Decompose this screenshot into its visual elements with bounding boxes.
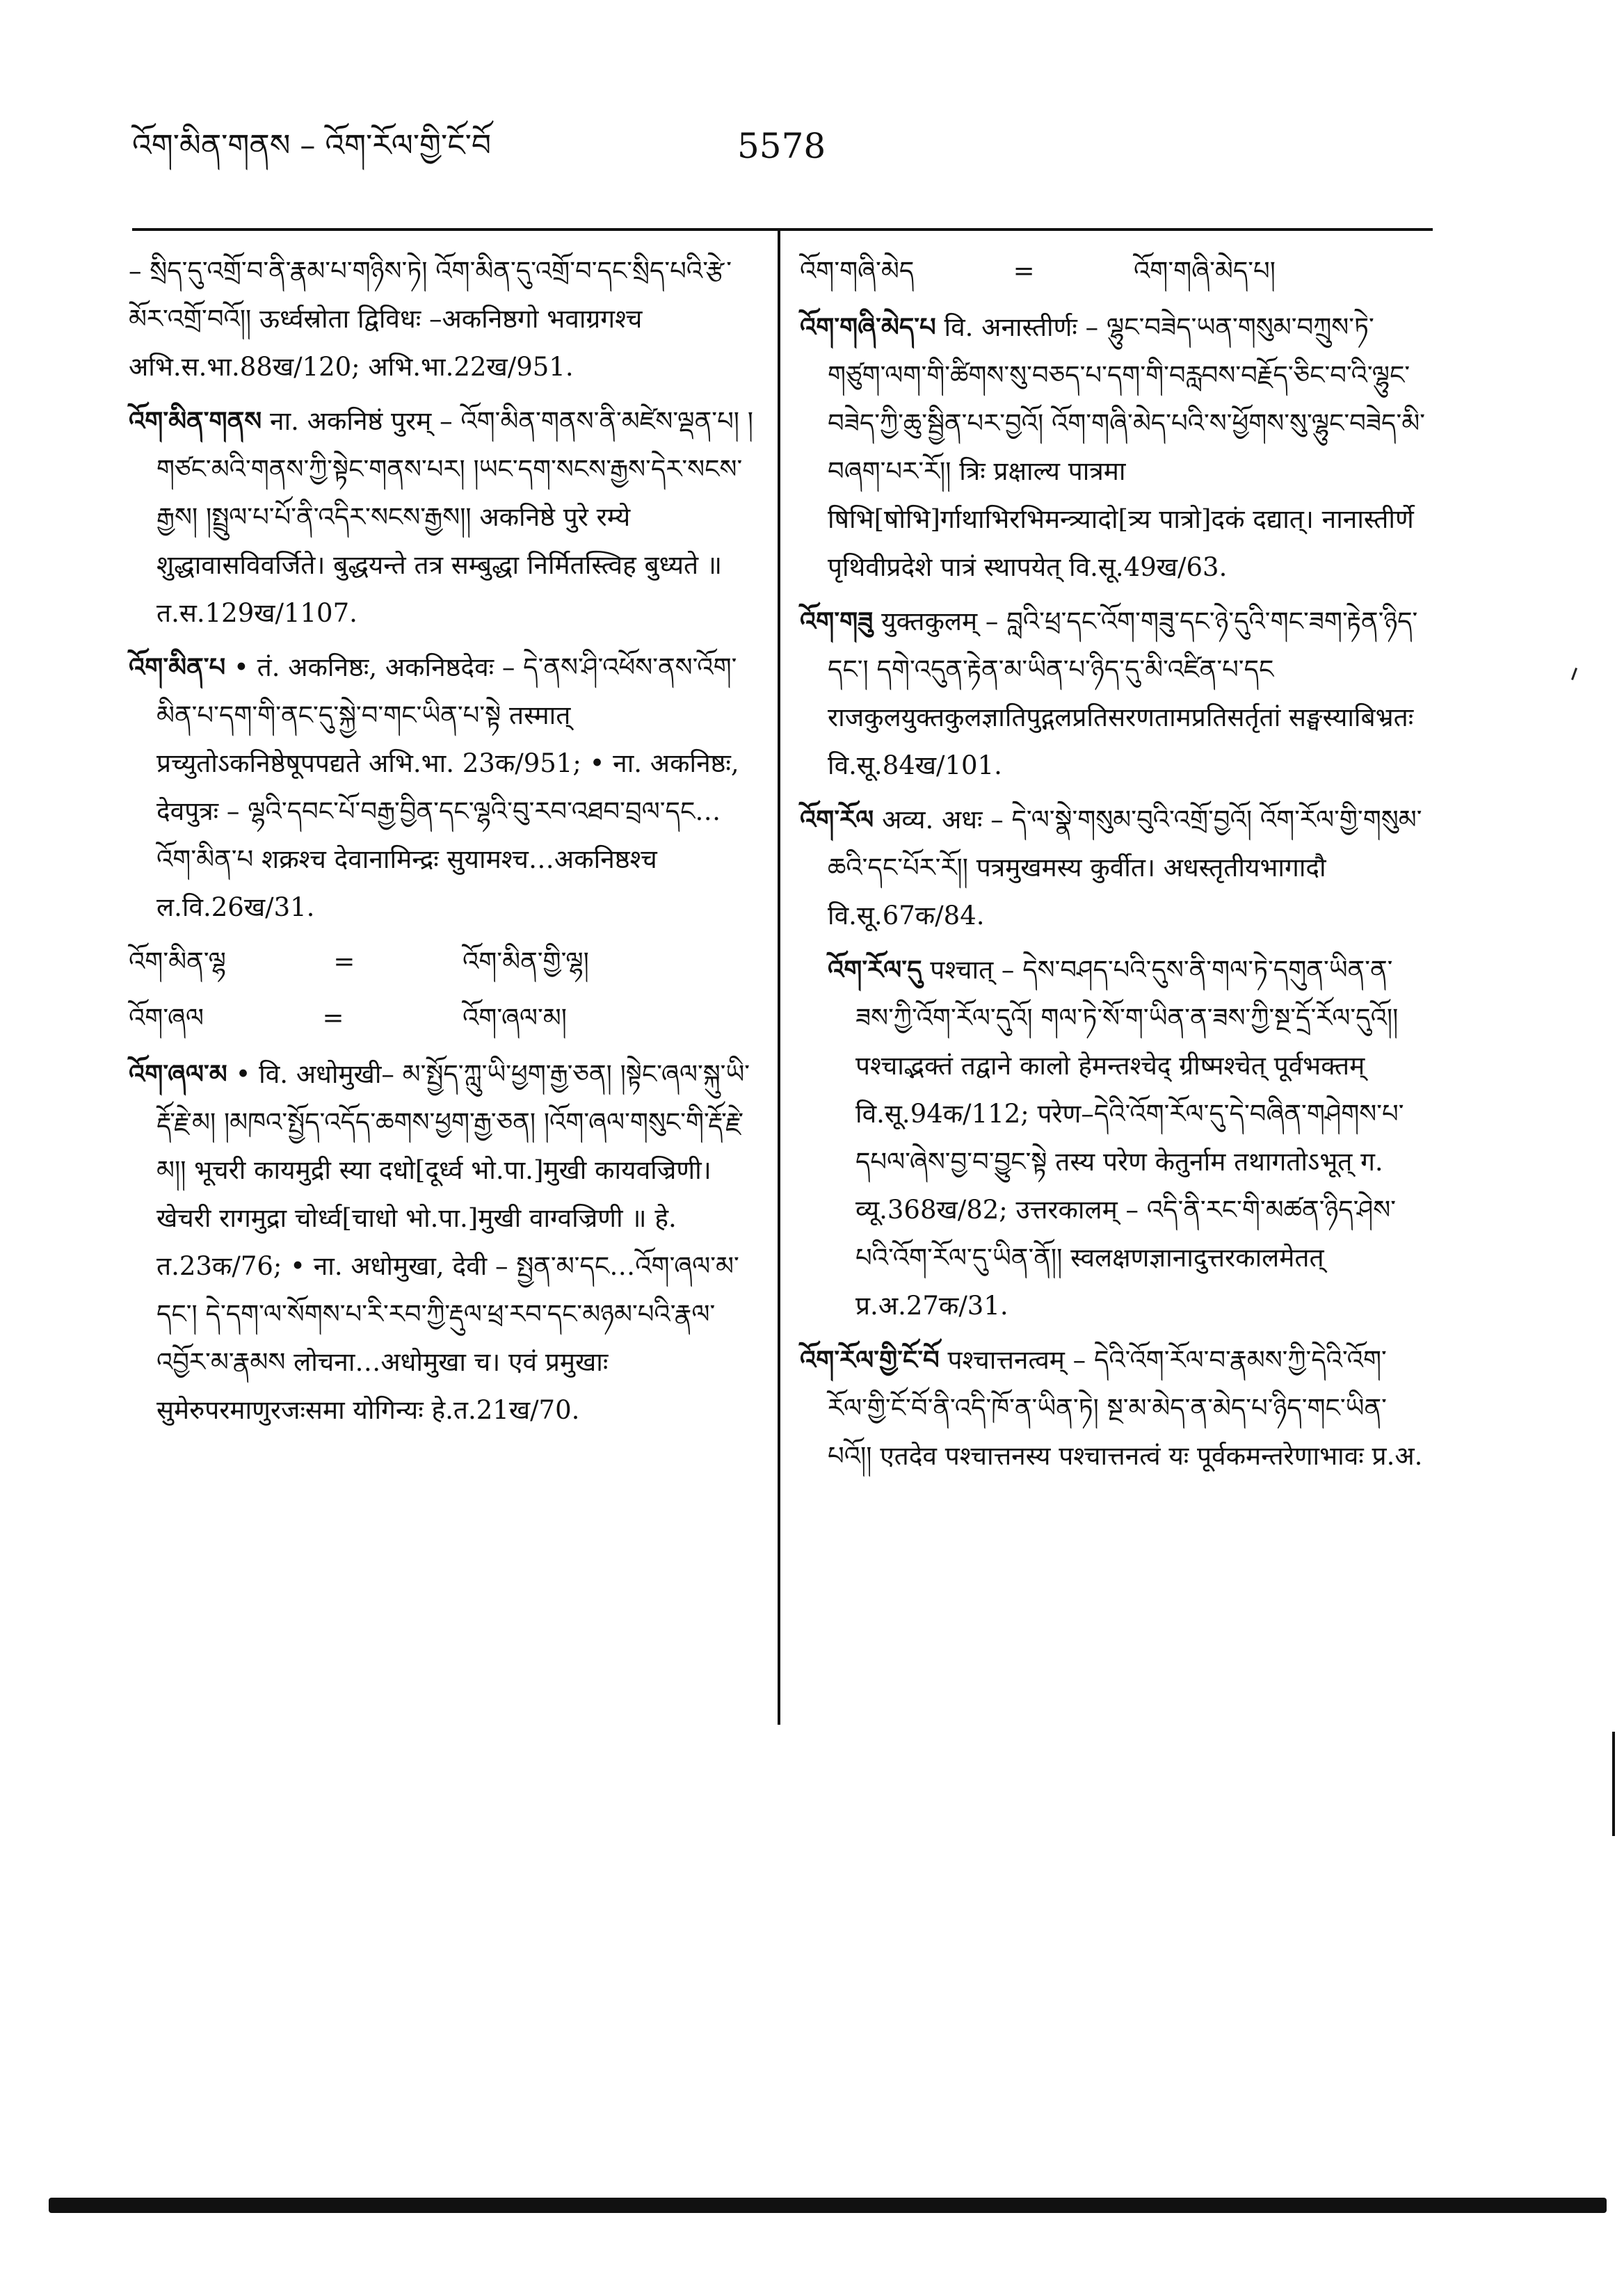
- entry-text: पश्चात्तनत्वम् – དེའི་འོག་རོལ་བ་རྣམས་ཀྱི་དེའི་འོག་རོལ་གྱི་ངོ་བོ་ནི་འདི་ཁོ་ན་ཡིན་ཏེ། སྔ་མ་མེད་ན་མེད་པ་ཉིད་གང་ཡིན་པའོ།། एतदेव पश्चात्तनस्य पश्चात्तनत्वं यः पूर्वकमन्तरेणाभावः प्र.अ.: [828, 1345, 1423, 1471]
- dictionary-entry: [800, 303, 1426, 591]
- dictionary-entry: [129, 643, 755, 931]
- entry-text: – སྲིད་དུ་འགྲོ་བ་ནི་རྣམ་པ་གཉིས་ཏེ། འོག་མིན་དུ་འགྲོ་བ་དང་སྲིད་པའི་རྩེ་མོར་འགྲོ་བའོ།། ऊर्ध्वस्रोता द्विविधः –अकनिष्ठगो भवाग्रगश्च अभि.स.भा.88ख/120; अभि.भा.22ख/951.: [129, 256, 732, 382]
- entry-headword: འོག་རོལ་གྱི་ངོ་བོ: [800, 1344, 940, 1375]
- entry-headword: འོག་རོལ: [800, 804, 874, 835]
- entry-text: • वि. अधोमुखी– མ་སྤྱོད་ཀླུ་ཡི་ཕྱག་རྒྱ་ཅན། །སྟེང་ཞལ་སྐུ་ཡི་རྡོ་རྗེ་མ། །མཁའ་སྤྱོད་འདོད་ཆགས་ཕྱག་རྒྱ་ཅན། །འོག་ཞལ་གསུང་གི་རྡོ་རྗེ་མ།། भूचरी कायमुद्री स्या दधो[दूर्ध्व भो.पा.]मुखी कायवज्रिणी। खेचरी रागमुद्रा चोर्ध्व[चाधो भो.पा.]मुखी वाग्वज्रिणी ॥ हे. त.23क/76; • ना. अधोमुखा, देवी – སྤྱན་མ་དང…འོག་ཞལ་མ་དང་། དེ་དག་ལ་སོགས་པ་རི་རབ་ཀྱི་རྡུལ་ཕྲ་རབ་དང་མཉམ་པའི་རྣལ་འབྱོར་མ་རྣམས लोचना…अधोमुखा च। एवं प्रमुखाः सुमेरुपरमाणुरजःसमा योगिन्यः हे.त.21ख/70.: [156, 1059, 750, 1425]
- entry-text: • तं. अकनिष्ठः, अकनिष्ठदेवः – དེ་ནས་ཤི་འཕོས་ནས་འོག་མིན་པ་དག་གི་ནང་དུ་སྐྱེ་བ་གང་ཡིན་པ་སྟེ तस्मात् प्रच्युतोऽकनिष्ठेषूपपद्यते अभि.भा. 23क/951; • ना. अकनिष्ठः, देवपुत्रः – ལྷའི་དབང་པོ་བརྒྱ་བྱིན་དང་ལྷའི་བུ་རབ་འཐབ་བྲལ་དང…འོག་མིན་པ शक्रश्च देवानामिन्द्रः सुयामश्च…अकनिष्ठश्च ल.वि.26ख/31.: [156, 652, 739, 922]
- xref-target: འོག་གཞི་མེད་པ།: [1134, 256, 1276, 286]
- dictionary-entry: [129, 397, 755, 637]
- cross-reference: [800, 247, 1426, 295]
- dictionary-entry: [800, 1336, 1426, 1480]
- xref-target: འོག་ཞལ་མ།: [462, 1003, 567, 1033]
- left-column: [129, 247, 755, 1440]
- xref-equals: =: [1013, 256, 1035, 286]
- entry-text: ना. अकनिष्ठं पुरम् – འོག་མིན་གནས་ནི་མཛེས་ལྡན་པ། །གཙང་མའི་གནས་ཀྱི་སྟེང་གནས་པར། །ཡང་དག་སངས་རྒྱས་དེར་སངས་རྒྱས། །སྤྲུལ་པ་པོ་ནི་འདིར་སངས་རྒྱས།། अकनिष्ठे पुरे रम्ये शुद्धावासविवर्जिते। बुद्धयन्ते तत्र सम्बुद्धा निर्मितस्त्विह बुध्यते ॥ त.स.129ख/1107.: [156, 406, 753, 628]
- margin-speck: [1571, 668, 1577, 680]
- entry-headword: འོག་རོལ་དུ: [828, 954, 922, 985]
- dictionary-entry: [129, 1050, 755, 1434]
- dictionary-entry: [800, 946, 1426, 1330]
- margin-line-mark: [1612, 1732, 1615, 1836]
- entry-headword: འོག་མིན་གནས: [129, 405, 262, 436]
- entry-headword: འོག་གཞི་མེད་པ: [800, 312, 936, 342]
- dictionary-entry: [800, 796, 1426, 940]
- xref-term: འོག་མིན་ལྷ: [129, 947, 226, 976]
- entry-text: पश्चात् – དེས་བཤད་པའི་དུས་ནི་གལ་ཏེ་དགུན་ཡིན་ན་ཟས་ཀྱི་འོག་རོལ་དུའོ། གལ་ཏེ་སོ་ག་ཡིན་ན་ཟས་ཀྱི་སྔ་དྲོ་རོལ་དུའོ།། पश्चाद्भक्तं तद्वाने कालो हेमन्तश्चेद् ग्रीष्मश्चेत् पूर्वभक्तम् वि.सू.94क/112; परेण–དེའི་འོག་རོལ་དུ་དེ་བཞིན་གཤེགས་པ་དཔལ་ཞེས་བྱ་བ་བྱུང་སྟེ तस्य परेण केतुर्नाम तथागतोऽभूत् ग. व्यू.368ख/82; उत्तरकालम् – འདི་ནི་རང་གི་མཚན་ཉིད་ཤེས་པའི་འོག་རོལ་དུ་ཡིན་ནོ།། स्वलक्षणज्ञानादुत्तरकालमेतत् प्र.अ.27क/31.: [855, 955, 1404, 1321]
- xref-term: འོག་གཞི་མེད: [800, 256, 915, 286]
- xref-term: འོག་ཞལ: [129, 1003, 204, 1033]
- xref-equals: =: [322, 1003, 344, 1033]
- page-number: 5578: [737, 126, 826, 166]
- running-header: འོག་མིན་གནས – འོག་རོལ་གྱི་ངོ་བོ: [132, 128, 492, 163]
- header-rule: [132, 228, 1433, 231]
- right-column: [800, 247, 1426, 1486]
- dictionary-entry: [800, 597, 1426, 789]
- entry-text: अव्य. अधः – དེ་ལ་སྣེ་གསུམ་བུའི་འགྲོ་བྱའོ། འོག་རོལ་གྱི་གསུམ་ཆའི་དང་པོར་རོ།། पत्रमुखमस्य कुर्वीत। अधस्तृतीयभागादौ वि.सू.67क/84.: [828, 805, 1422, 931]
- entry-headword: འོག་ཞལ་མ: [129, 1059, 227, 1089]
- entry-text: वि. अनास्तीर्णः – ལྷུང་བཟེད་ཡན་གསུམ་བཀྲུས་ཏེ་གཙུག་ལག་གི་ཚིགས་སུ་བཅད་པ་དག་གི་བརླབས་བརྗོད་ཅིང་བ་འི་ལྷུང་བཟེད་ཀྱི་ཆུ་སྦྱིན་པར་བྱའོ། འོག་གཞི་མེད་པའི་ས་ཕྱོགས་སུ་ལྷུང་བཟེད་མི་བཞག་པར་རོ།། त्रिः प्रक्षाल्य पात्रमा षिभि[षोभि]र्गाथाभिरभिमन्त्र्यादो[त्र्य पात्रो]दकं दद्यात्। नानास्तीर्णे पृथिवीप्रदेशे पात्रं स्थापयेत् वि.सू.49ख/63.: [828, 312, 1425, 582]
- dictionary-entry: [129, 247, 755, 391]
- cross-reference: [129, 994, 755, 1042]
- entry-headword: འོག་མིན་པ: [129, 652, 226, 682]
- entry-text: युक्तकुलम् – བླའི་ཕྲ་དང་འོག་གཟུ་དང་ཉེ་དུའི་གང་ཟག་རྟེན་ཉིད་དང་། དགེ་འདུན་རྟེན་མ་ཡིན་པ་ཉིད་དུ་མི་འཛིན་པ་དང राजकुलयुक्तकुलज्ञातिपुद्गलप्रतिसरणतामप्रतिसर्तृतां सङ्घस्याबिभ्रतः वि.सू.84ख/101.: [828, 606, 1418, 780]
- column-divider: [778, 230, 780, 1725]
- entry-headword: འོག་གཟུ: [800, 606, 874, 636]
- cross-reference: [129, 937, 755, 985]
- scan-bottom-edge: [49, 2198, 1607, 2213]
- xref-target: འོག་མིན་གྱི་ལྷ།: [462, 947, 589, 976]
- xref-equals: =: [333, 947, 355, 976]
